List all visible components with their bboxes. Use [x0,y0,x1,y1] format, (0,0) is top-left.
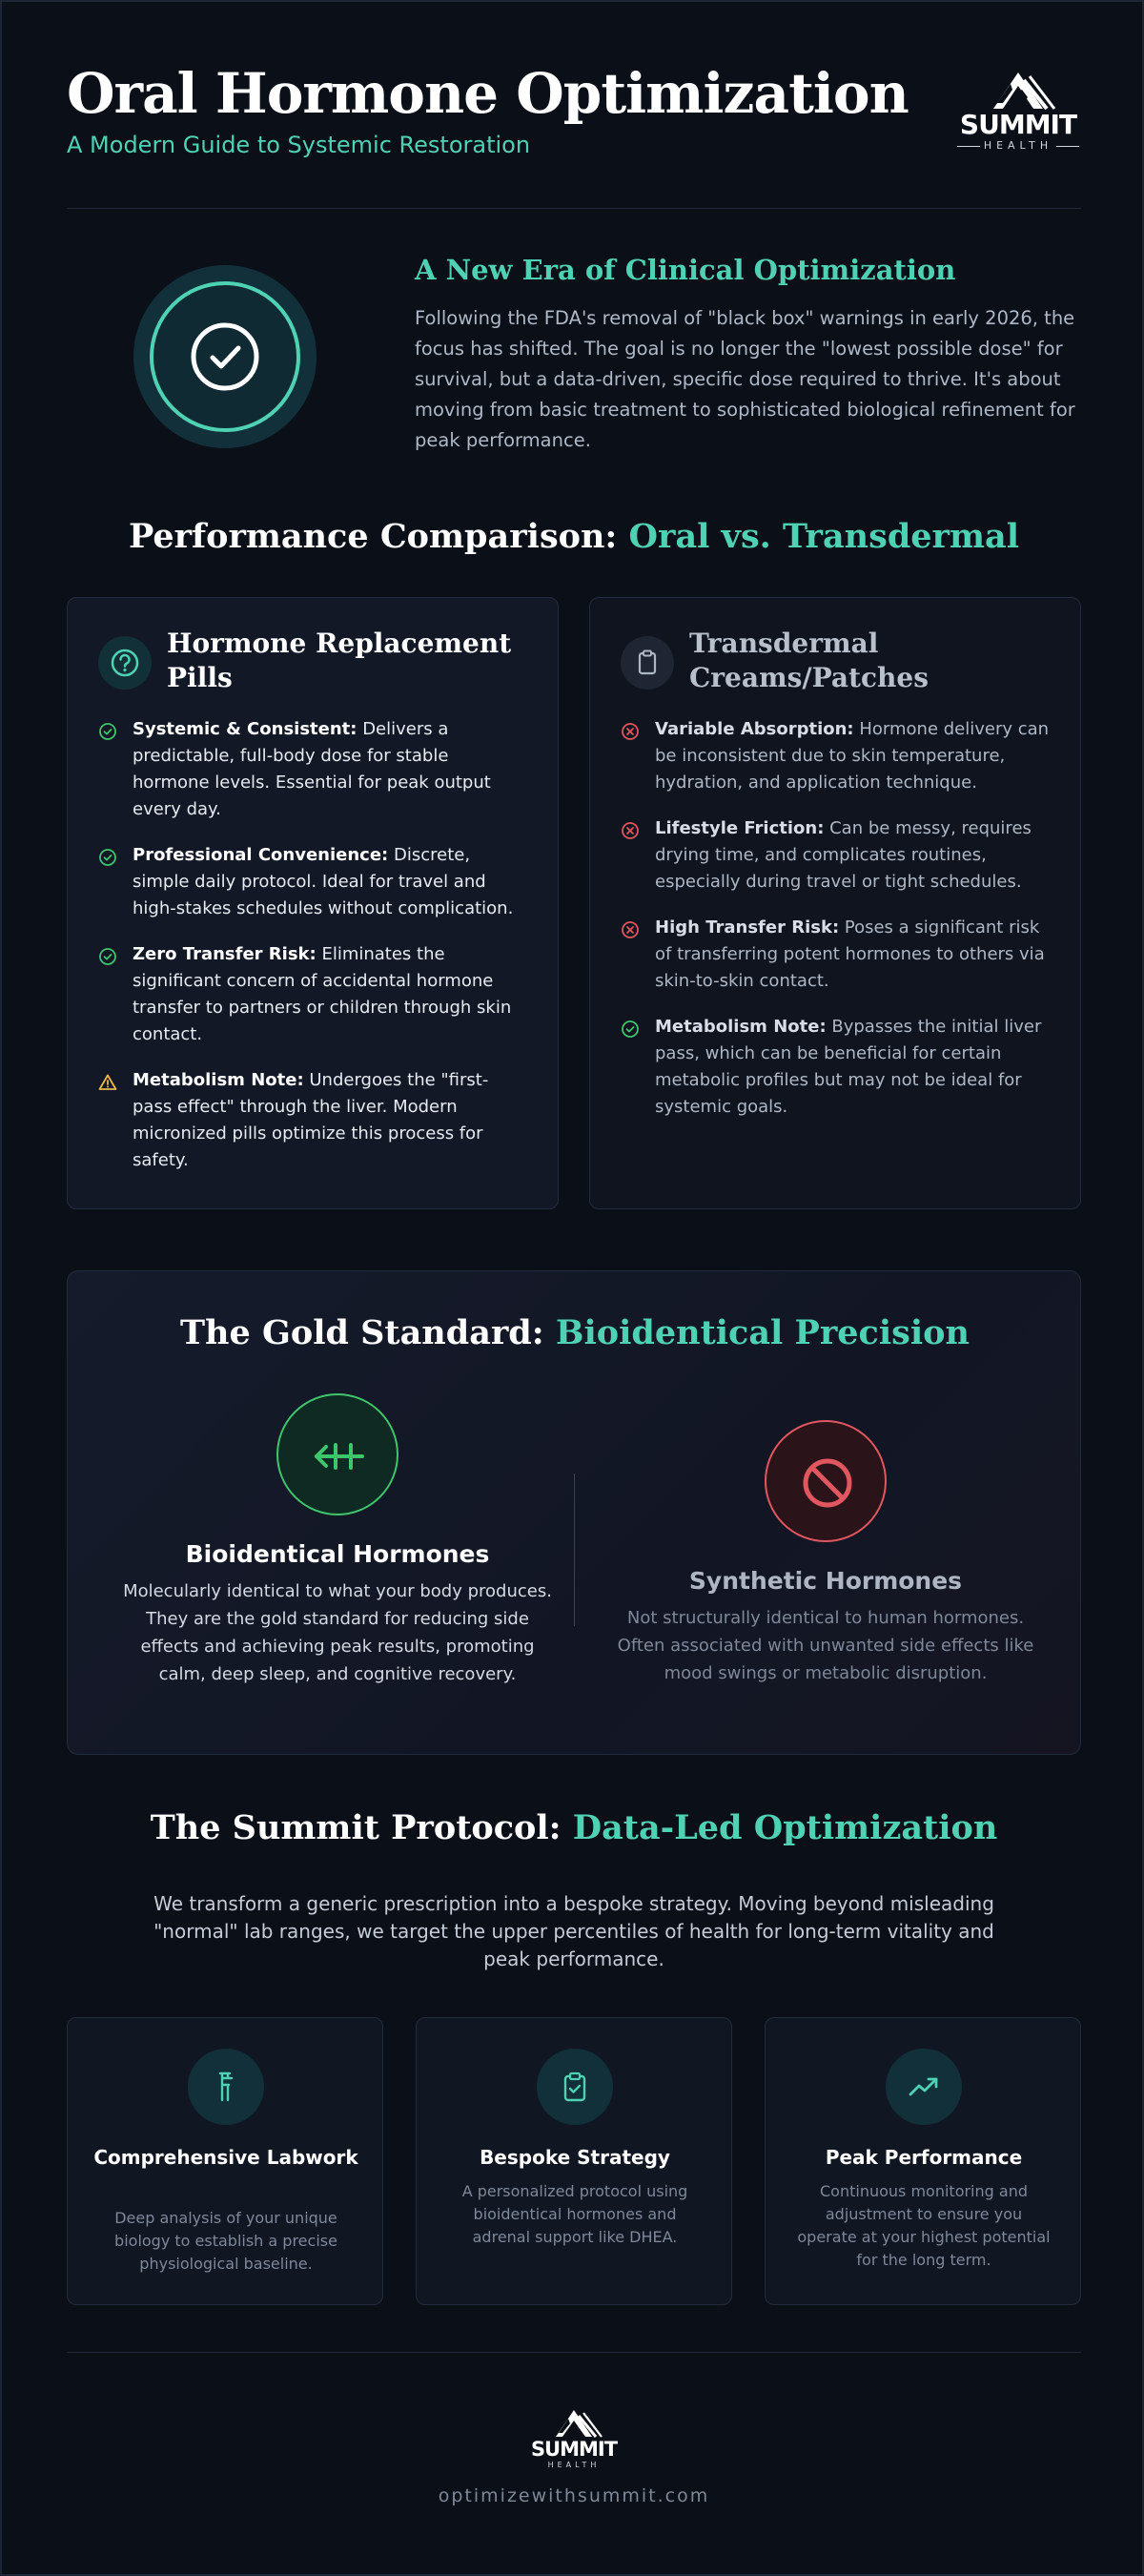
transdermal-point-text [655,1014,1050,1121]
protocol-card-title: Peak Performance [825,2146,1023,2169]
point-label: Lifestyle Friction: [655,818,825,838]
transdermal-point [621,915,1050,995]
point-label: Systemic & Consistent: [133,719,358,739]
point-body: Bypasses the initial liver pass, which can be beneficial for certain metabolic profiles but may not be ideal for systemic goals. [655,1017,1042,1117]
intro-badge [133,265,317,448]
gold-heading [68,1313,1082,1352]
logo-name: SUMMIT [959,109,1077,140]
check-circle-icon [98,947,117,966]
protocol-card-title: Comprehensive Labwork [93,2146,358,2169]
pills-point [98,842,527,922]
synthetic-badge [765,1420,887,1542]
footer-url-link[interactable]: optimizewithsummit.com [438,2485,710,2506]
point-body: Poses a significant risk of transferring potent hormones to others via skin-to-skin contact. [655,917,1045,991]
transdermal-card [589,597,1081,1209]
footer-logo [526,2409,622,2476]
bioidentical-desc: Molecularly identical to what your body produces. They are the gold standard for reducing side effects and achieving peak results, promoting calm, deep sleep, and cognitive recovery. [123,1581,552,1684]
protocol-card-strategy [416,2017,732,2305]
protocol-intro: We transform a generic prescription into a bespoke strategy. Moving beyond misleading "normal" lab ranges, we target the upper percentiles of health for long-term vitality and peak performance. [153,1892,994,1970]
check-circle-icon [189,320,261,393]
transdermal-card-title: Transdermal Creams/Patches [689,628,929,693]
mountain-icon [955,71,1081,113]
comparison-heading-prefix: Performance Comparison: [128,517,629,556]
trending-up-icon [907,2070,941,2104]
comparison-heading [2,517,1144,556]
check-circle-icon [98,722,117,741]
logo-rule-right [1056,146,1079,147]
header [67,61,1081,209]
pills-point-text [133,1067,527,1174]
point-label: Zero Transfer Risk: [133,944,317,964]
protocol-card-labwork [67,2017,383,2305]
page-title: Oral Hormone Optimization [67,61,909,126]
intro-heading: A New Era of Clinical Optimization [415,254,956,286]
bioidentical-column [113,1393,562,1688]
point-body: Hormone delivery can be inconsistent due to skin temperature, hydration, and application technique. [655,719,1050,793]
pills-card-icon-wrap [98,636,152,690]
protocol-card-icon-wrap [188,2049,264,2125]
point-body: Undergoes the "first-pass effect" through the liver. Modern micronized pills optimize this process for safety. [133,1070,489,1170]
pills-point [98,941,527,1048]
point-label: Professional Convenience: [133,845,389,865]
protocol-heading-prefix: The Summit Protocol: [150,1808,573,1847]
clipboard-icon [621,636,674,690]
x-circle-icon [621,821,640,840]
bioidentical-title: Bioidentical Hormones [185,1540,490,1568]
intro-body: Following the FDA's removal of "black box" warnings in early 2026, the focus has shifted. The goal is no longer the "lowest possible dose" for survival, but a data-driven, specific dose required to thrive. It's about moving from basic treatment to sophisticated biological refinement for peak performance. [415,307,1075,451]
pills-point [98,716,527,823]
pills-point-text [133,941,527,1048]
pills-point [98,1067,527,1174]
point-body: Eliminates the significant concern of accidental hormone transfer to partners or children through skin contact. [133,944,512,1044]
point-label: Variable Absorption: [655,719,854,739]
flask-icon [209,2070,243,2104]
protocol-card-desc: A personalized protocol using bioidentical hormones and adrenal support like DHEA. [461,2182,688,2246]
pills-card [67,597,559,1209]
intro-ring [150,281,300,432]
check-circle-icon [98,848,117,867]
bioidentical-badge [276,1393,398,1515]
molecule-arrow-icon [309,1426,370,1487]
transdermal-card-icon-wrap [621,636,674,690]
warning-triangle-icon [98,1073,117,1092]
point-body: Can be messy, requires drying time, and complicates routines, especially during travel or tight schedules. [655,818,1032,892]
point-label: Metabolism Note: [655,1017,827,1037]
footer-logo-name: SUMMIT [530,2438,618,2461]
x-circle-icon [621,920,640,939]
pills-card-title: Hormone Replacement Pills [167,628,512,693]
point-label: High Transfer Risk: [655,917,840,938]
synthetic-title: Synthetic Hormones [688,1567,963,1595]
gold-heading-accent: Bioidentical Precision [555,1313,970,1352]
protocol-card-icon-wrap [886,2049,962,2125]
protocol-heading [2,1808,1144,1847]
gold-heading-prefix: The Gold Standard: [180,1313,556,1352]
clipboard-check-icon [558,2070,592,2104]
synthetic-desc: Not structurally identical to human hormones. Often associated with unwanted side effects like mood swings or metabolic disruption. [617,1608,1034,1683]
protocol-card-performance [765,2017,1081,2305]
footer-logo-tagline: HEALTH [547,2461,601,2469]
protocol-card-title: Bespoke Strategy [480,2146,670,2169]
protocol-card-icon-wrap [537,2049,613,2125]
x-circle-icon [621,722,640,741]
protocol-card-desc: Deep analysis of your unique biology to establish a precise physiological baseline. [114,2209,337,2273]
point-label: Metabolism Note: [133,1070,304,1090]
column-divider [574,1473,575,1626]
comparison-heading-accent: Oral vs. Transdermal [628,517,1020,556]
question-circle-icon [98,636,152,690]
ban-icon [797,1453,858,1514]
transdermal-point [621,1014,1050,1121]
transdermal-point [621,815,1050,896]
pills-point-text [133,842,527,922]
logo-tagline: HEALTH [983,139,1053,152]
transdermal-point [621,716,1050,796]
transdermal-point-text [655,915,1050,995]
transdermal-point-text [655,815,1050,896]
footer-divider [67,2352,1081,2353]
page-subtitle: A Modern Guide to Systemic Restoration [67,132,531,158]
point-body: Delivers a predictable, full-body dose for stable hormone levels. Essential for peak output every day. [133,719,491,819]
transdermal-point-text [655,716,1050,796]
protocol-card-desc: Continuous monitoring and adjustment to ensure you operate at your highest potential for the long term. [797,2182,1051,2269]
gold-standard-panel [67,1270,1081,1755]
point-body: Discrete, simple daily protocol. Ideal for travel and high-stakes schedules without complication. [133,845,514,918]
pills-point-text [133,716,527,823]
synthetic-column [602,1420,1050,1687]
summit-logo [955,71,1081,156]
mountain-icon [526,2409,622,2440]
protocol-heading-accent: Data-Led Optimization [572,1808,998,1847]
check-circle-icon [621,1020,640,1039]
